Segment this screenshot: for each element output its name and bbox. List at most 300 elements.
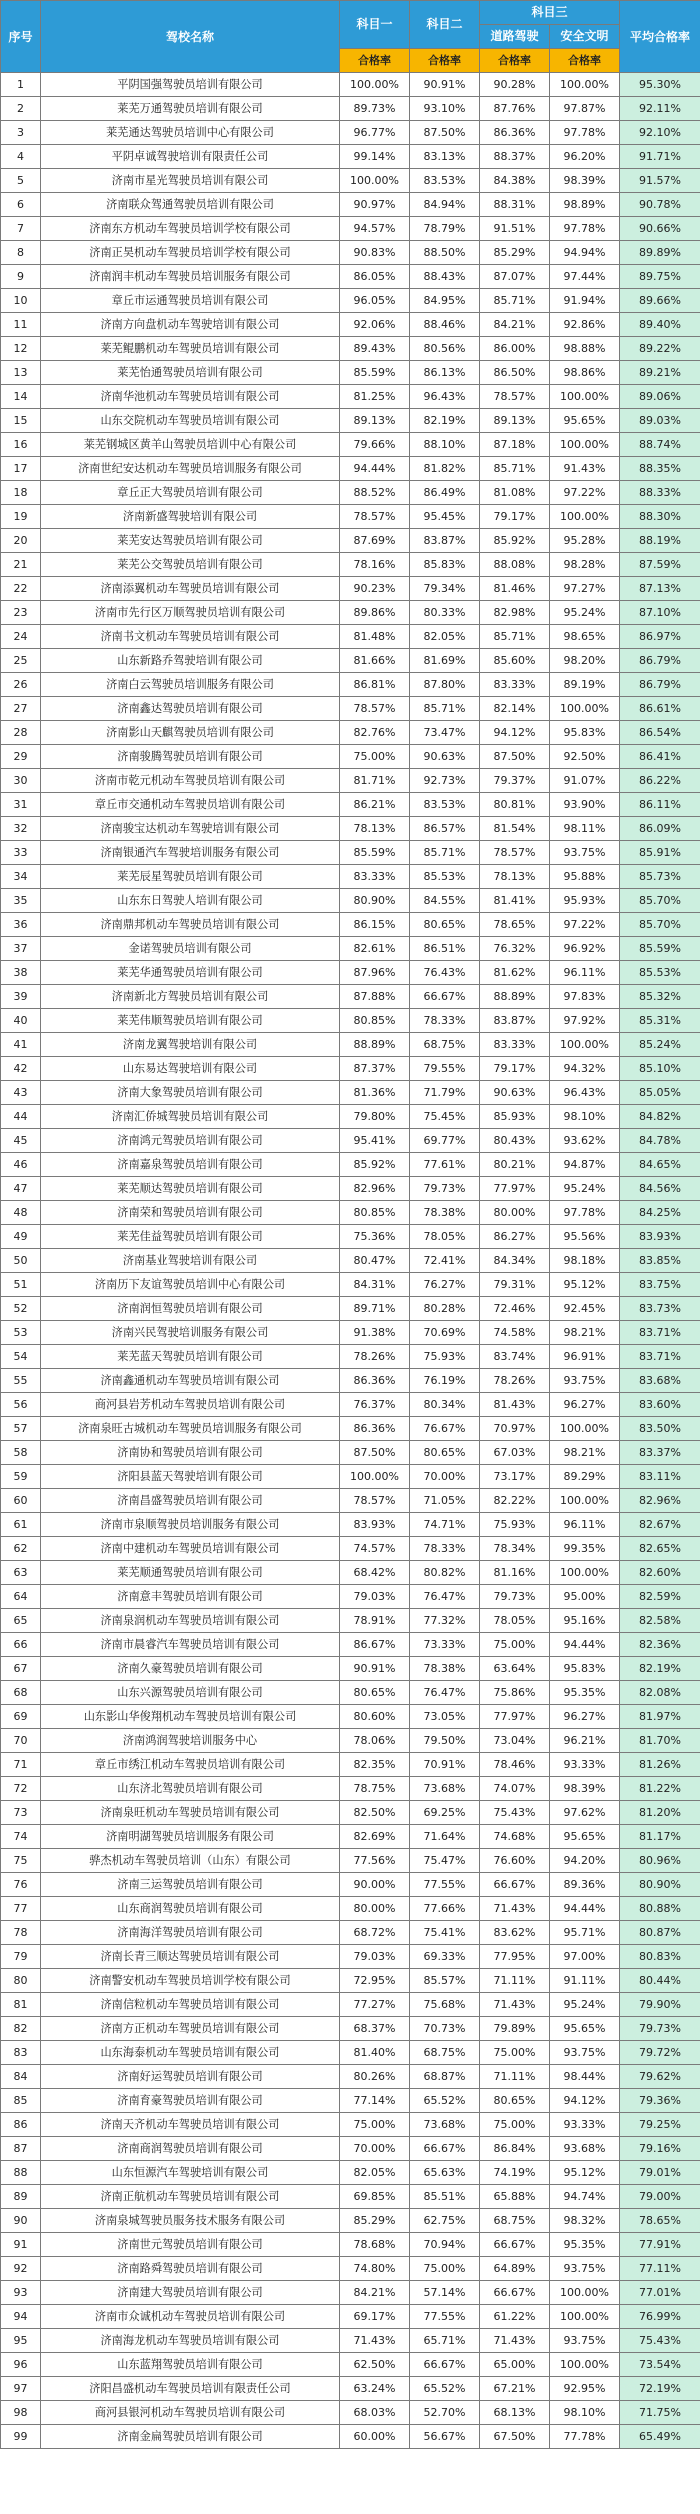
cell-safety: 94.87% <box>550 1153 620 1177</box>
cell-safety: 100.00% <box>550 697 620 721</box>
table-row <box>1 73 700 97</box>
cell-index: 37 <box>1 937 41 961</box>
cell-subject2: 90.63% <box>410 745 480 769</box>
table-row <box>1 1441 700 1465</box>
cell-subject1: 80.90% <box>340 889 410 913</box>
cell-subject2: 75.47% <box>410 1849 480 1873</box>
cell-index: 10 <box>1 289 41 313</box>
cell-subject1: 77.27% <box>340 1993 410 2017</box>
cell-safety: 100.00% <box>550 505 620 529</box>
cell-subject2: 76.27% <box>410 1273 480 1297</box>
cell-road-driving: 75.93% <box>480 1513 550 1537</box>
table-row <box>1 1345 700 1369</box>
cell-road-driving: 81.43% <box>480 1393 550 1417</box>
cell-subject1: 86.05% <box>340 265 410 289</box>
table-row <box>1 1297 700 1321</box>
cell-average: 87.59% <box>620 553 700 577</box>
cell-index: 58 <box>1 1441 41 1465</box>
cell-school-name: 山东新路乔驾驶培训有限公司 <box>41 649 340 673</box>
table-row <box>1 1225 700 1249</box>
table-body <box>1 73 700 2449</box>
cell-school-name: 莱芜辰星驾驶员培训有限公司 <box>41 865 340 889</box>
table-row <box>1 289 700 313</box>
cell-average: 73.54% <box>620 2353 700 2377</box>
cell-road-driving: 81.46% <box>480 577 550 601</box>
cell-subject1: 78.68% <box>340 2233 410 2257</box>
cell-road-driving: 86.36% <box>480 121 550 145</box>
cell-subject1: 85.59% <box>340 841 410 865</box>
cell-road-driving: 76.32% <box>480 937 550 961</box>
cell-average: 88.33% <box>620 481 700 505</box>
cell-subject1: 60.00% <box>340 2425 410 2449</box>
cell-road-driving: 75.00% <box>480 2041 550 2065</box>
cell-school-name: 山东恒源汽车驾驶培训有限公司 <box>41 2161 340 2185</box>
table-row <box>1 505 700 529</box>
cell-subject2: 79.50% <box>410 1729 480 1753</box>
cell-school-name: 济南骏腾驾驶员培训有限公司 <box>41 745 340 769</box>
cell-safety: 93.62% <box>550 1129 620 1153</box>
cell-average: 82.19% <box>620 1657 700 1681</box>
cell-average: 80.83% <box>620 1945 700 1969</box>
cell-subject1: 83.33% <box>340 865 410 889</box>
table-header <box>1 1 700 73</box>
cell-subject2: 73.68% <box>410 2113 480 2137</box>
cell-average: 85.70% <box>620 913 700 937</box>
cell-subject1: 85.59% <box>340 361 410 385</box>
cell-subject1: 80.85% <box>340 1201 410 1225</box>
cell-subject1: 81.66% <box>340 649 410 673</box>
table-row <box>1 2041 700 2065</box>
cell-subject2: 88.10% <box>410 433 480 457</box>
cell-index: 14 <box>1 385 41 409</box>
cell-subject1: 81.71% <box>340 769 410 793</box>
table-row <box>1 145 700 169</box>
cell-index: 13 <box>1 361 41 385</box>
cell-school-name: 济南建大驾驶员培训有限公司 <box>41 2281 340 2305</box>
cell-safety: 100.00% <box>550 1033 620 1057</box>
cell-school-name: 莱芜鲲鹏机动车驾驶员培训有限公司 <box>41 337 340 361</box>
cell-safety: 93.75% <box>550 841 620 865</box>
cell-safety: 97.22% <box>550 481 620 505</box>
table-row <box>1 1417 700 1441</box>
cell-index: 92 <box>1 2257 41 2281</box>
cell-school-name: 山东易达驾驶培训有限公司 <box>41 1057 340 1081</box>
cell-school-name: 济南路舜驾驶员培训有限公司 <box>41 2257 340 2281</box>
cell-road-driving: 87.18% <box>480 433 550 457</box>
cell-index: 5 <box>1 169 41 193</box>
cell-school-name: 济南鑫达驾驶员培训有限公司 <box>41 697 340 721</box>
cell-safety: 98.28% <box>550 553 620 577</box>
cell-index: 22 <box>1 577 41 601</box>
cell-subject1: 78.13% <box>340 817 410 841</box>
cell-index: 85 <box>1 2089 41 2113</box>
cell-road-driving: 85.92% <box>480 529 550 553</box>
cell-average: 89.40% <box>620 313 700 337</box>
cell-index: 18 <box>1 481 41 505</box>
cell-road-driving: 66.67% <box>480 2233 550 2257</box>
cell-index: 86 <box>1 2113 41 2137</box>
cell-safety: 91.43% <box>550 457 620 481</box>
cell-road-driving: 75.86% <box>480 1681 550 1705</box>
cell-index: 3 <box>1 121 41 145</box>
cell-index: 45 <box>1 1129 41 1153</box>
cell-average: 83.37% <box>620 1441 700 1465</box>
cell-road-driving: 94.12% <box>480 721 550 745</box>
cell-subject2: 76.47% <box>410 1585 480 1609</box>
table-row <box>1 97 700 121</box>
cell-average: 86.79% <box>620 673 700 697</box>
cell-subject1: 96.05% <box>340 289 410 313</box>
cell-index: 57 <box>1 1417 41 1441</box>
cell-subject1: 79.03% <box>340 1585 410 1609</box>
cell-safety: 98.86% <box>550 361 620 385</box>
cell-road-driving: 81.62% <box>480 961 550 985</box>
cell-subject1: 78.06% <box>340 1729 410 1753</box>
cell-average: 84.78% <box>620 1129 700 1153</box>
table-row <box>1 793 700 817</box>
table-row <box>1 1489 700 1513</box>
cell-road-driving: 71.43% <box>480 2329 550 2353</box>
cell-school-name: 济南联众驾通驾驶员培训有限公司 <box>41 193 340 217</box>
cell-average: 72.19% <box>620 2377 700 2401</box>
cell-safety: 98.21% <box>550 1321 620 1345</box>
table-row <box>1 2281 700 2305</box>
cell-subject1: 86.36% <box>340 1369 410 1393</box>
table-row <box>1 481 700 505</box>
header-subject1: 科目一 <box>340 1 410 49</box>
cell-safety: 95.35% <box>550 2233 620 2257</box>
cell-subject1: 91.38% <box>340 1321 410 1345</box>
cell-road-driving: 73.17% <box>480 1465 550 1489</box>
cell-index: 71 <box>1 1753 41 1777</box>
cell-safety: 95.88% <box>550 865 620 889</box>
cell-index: 89 <box>1 2185 41 2209</box>
cell-subject2: 80.65% <box>410 913 480 937</box>
cell-subject2: 69.25% <box>410 1801 480 1825</box>
cell-subject2: 84.95% <box>410 289 480 313</box>
cell-subject2: 88.50% <box>410 241 480 265</box>
cell-road-driving: 80.81% <box>480 793 550 817</box>
table-row <box>1 841 700 865</box>
table-row <box>1 817 700 841</box>
cell-road-driving: 73.04% <box>480 1729 550 1753</box>
cell-safety: 95.65% <box>550 1825 620 1849</box>
cell-school-name: 济南泉润机动车驾驶员培训有限公司 <box>41 1609 340 1633</box>
table-row <box>1 1897 700 1921</box>
cell-subject2: 71.64% <box>410 1825 480 1849</box>
cell-subject1: 82.76% <box>340 721 410 745</box>
table-row <box>1 865 700 889</box>
cell-average: 82.59% <box>620 1585 700 1609</box>
cell-safety: 92.95% <box>550 2377 620 2401</box>
cell-road-driving: 78.57% <box>480 385 550 409</box>
cell-subject2: 65.63% <box>410 2161 480 2185</box>
cell-safety: 95.65% <box>550 2017 620 2041</box>
cell-school-name: 济南市众诚机动车驾驶员培训有限公司 <box>41 2305 340 2329</box>
table-row <box>1 1369 700 1393</box>
cell-safety: 93.33% <box>550 1753 620 1777</box>
table-row <box>1 1921 700 1945</box>
cell-average: 86.09% <box>620 817 700 841</box>
cell-road-driving: 86.27% <box>480 1225 550 1249</box>
cell-school-name: 济南正航机动车驾驶员培训有限公司 <box>41 2185 340 2209</box>
cell-index: 44 <box>1 1105 41 1129</box>
cell-school-name: 济南好运驾驶员培训有限公司 <box>41 2065 340 2089</box>
cell-subject2: 92.73% <box>410 769 480 793</box>
cell-safety: 93.75% <box>550 2257 620 2281</box>
cell-subject1: 79.03% <box>340 1945 410 1969</box>
cell-safety: 98.39% <box>550 169 620 193</box>
cell-road-driving: 65.88% <box>480 2185 550 2209</box>
cell-index: 61 <box>1 1513 41 1537</box>
cell-school-name: 济南中建机动车驾驶员培训有限公司 <box>41 1537 340 1561</box>
cell-road-driving: 74.07% <box>480 1777 550 1801</box>
cell-school-name: 山东济北驾驶员培训有限公司 <box>41 1777 340 1801</box>
cell-subject2: 75.68% <box>410 1993 480 2017</box>
cell-school-name: 骅杰机动车驾驶员培训（山东）有限公司 <box>41 1849 340 1873</box>
cell-index: 78 <box>1 1921 41 1945</box>
cell-subject2: 65.71% <box>410 2329 480 2353</box>
cell-index: 29 <box>1 745 41 769</box>
cell-average: 85.10% <box>620 1057 700 1081</box>
cell-safety: 96.11% <box>550 1513 620 1537</box>
cell-subject2: 78.33% <box>410 1537 480 1561</box>
cell-safety: 95.16% <box>550 1609 620 1633</box>
table-row <box>1 1777 700 1801</box>
cell-index: 41 <box>1 1033 41 1057</box>
table-row <box>1 529 700 553</box>
cell-index: 93 <box>1 2281 41 2305</box>
cell-road-driving: 76.60% <box>480 1849 550 1873</box>
cell-index: 42 <box>1 1057 41 1081</box>
cell-index: 1 <box>1 73 41 97</box>
cell-road-driving: 75.00% <box>480 2113 550 2137</box>
cell-subject2: 80.28% <box>410 1297 480 1321</box>
cell-subject2: 86.51% <box>410 937 480 961</box>
cell-safety: 77.78% <box>550 2425 620 2449</box>
table-row <box>1 1561 700 1585</box>
cell-road-driving: 79.17% <box>480 505 550 529</box>
cell-road-driving: 74.68% <box>480 1825 550 1849</box>
cell-subject2: 82.19% <box>410 409 480 433</box>
cell-subject2: 76.67% <box>410 1417 480 1441</box>
cell-safety: 96.21% <box>550 1729 620 1753</box>
cell-average: 83.93% <box>620 1225 700 1249</box>
cell-road-driving: 80.43% <box>480 1129 550 1153</box>
cell-average: 78.65% <box>620 2209 700 2233</box>
cell-safety: 97.92% <box>550 1009 620 1033</box>
cell-safety: 98.89% <box>550 193 620 217</box>
cell-school-name: 济南新盛驾驶培训有限公司 <box>41 505 340 529</box>
cell-road-driving: 71.43% <box>480 1993 550 2017</box>
table-row <box>1 2377 700 2401</box>
cell-index: 66 <box>1 1633 41 1657</box>
table-row <box>1 1585 700 1609</box>
cell-road-driving: 64.89% <box>480 2257 550 2281</box>
cell-average: 92.10% <box>620 121 700 145</box>
cell-safety: 95.12% <box>550 1273 620 1297</box>
table-row <box>1 1465 700 1489</box>
cell-index: 9 <box>1 265 41 289</box>
cell-average: 83.60% <box>620 1393 700 1417</box>
cell-road-driving: 82.22% <box>480 1489 550 1513</box>
cell-road-driving: 91.51% <box>480 217 550 241</box>
cell-safety: 93.68% <box>550 2137 620 2161</box>
table-row <box>1 1177 700 1201</box>
cell-subject1: 86.81% <box>340 673 410 697</box>
cell-safety: 96.11% <box>550 961 620 985</box>
cell-subject1: 90.00% <box>340 1873 410 1897</box>
cell-index: 96 <box>1 2353 41 2377</box>
cell-safety: 96.43% <box>550 1081 620 1105</box>
cell-index: 52 <box>1 1297 41 1321</box>
cell-index: 48 <box>1 1201 41 1225</box>
cell-average: 75.43% <box>620 2329 700 2353</box>
cell-road-driving: 87.50% <box>480 745 550 769</box>
cell-subject2: 78.05% <box>410 1225 480 1249</box>
cell-road-driving: 78.05% <box>480 1609 550 1633</box>
cell-subject1: 74.57% <box>340 1537 410 1561</box>
table-row <box>1 2425 700 2449</box>
cell-subject2: 57.14% <box>410 2281 480 2305</box>
cell-school-name: 莱芜通达驾驶员培训中心有限公司 <box>41 121 340 145</box>
cell-subject2: 66.67% <box>410 2137 480 2161</box>
cell-safety: 100.00% <box>550 73 620 97</box>
table-row <box>1 169 700 193</box>
cell-safety: 95.24% <box>550 1177 620 1201</box>
cell-subject2: 68.75% <box>410 1033 480 1057</box>
cell-road-driving: 83.33% <box>480 673 550 697</box>
table-row <box>1 577 700 601</box>
cell-average: 95.30% <box>620 73 700 97</box>
cell-school-name: 济南市星光驾驶员培训有限公司 <box>41 169 340 193</box>
cell-subject2: 78.79% <box>410 217 480 241</box>
cell-school-name: 莱芜钢城区黄羊山驾驶员培训中心有限公司 <box>41 433 340 457</box>
cell-index: 62 <box>1 1537 41 1561</box>
cell-school-name: 济南书文机动车驾驶员培训有限公司 <box>41 625 340 649</box>
cell-index: 43 <box>1 1081 41 1105</box>
table-row <box>1 697 700 721</box>
cell-road-driving: 81.08% <box>480 481 550 505</box>
cell-subject2: 74.71% <box>410 1513 480 1537</box>
cell-safety: 91.07% <box>550 769 620 793</box>
cell-subject1: 63.24% <box>340 2377 410 2401</box>
cell-school-name: 济南泉旺机动车驾驶员培训有限公司 <box>41 1801 340 1825</box>
cell-school-name: 济南华池机动车驾驶员培训有限公司 <box>41 385 340 409</box>
cell-index: 79 <box>1 1945 41 1969</box>
cell-road-driving: 86.50% <box>480 361 550 385</box>
cell-index: 21 <box>1 553 41 577</box>
cell-subject1: 85.29% <box>340 2209 410 2233</box>
cell-index: 97 <box>1 2377 41 2401</box>
cell-road-driving: 81.16% <box>480 1561 550 1585</box>
cell-subject1: 79.66% <box>340 433 410 457</box>
cell-index: 64 <box>1 1585 41 1609</box>
table-row <box>1 1201 700 1225</box>
cell-average: 85.53% <box>620 961 700 985</box>
cell-safety: 100.00% <box>550 2353 620 2377</box>
cell-school-name: 莱芜佳益驾驶员培训有限公司 <box>41 1225 340 1249</box>
cell-average: 79.90% <box>620 1993 700 2017</box>
cell-subject2: 52.70% <box>410 2401 480 2425</box>
cell-subject2: 70.73% <box>410 2017 480 2041</box>
table-row <box>1 1633 700 1657</box>
cell-index: 24 <box>1 625 41 649</box>
cell-school-name: 济南鸿润驾驶培训服务中心 <box>41 1729 340 1753</box>
cell-average: 90.66% <box>620 217 700 241</box>
cell-safety: 98.18% <box>550 1249 620 1273</box>
cell-safety: 97.78% <box>550 217 620 241</box>
table-row <box>1 1393 700 1417</box>
cell-subject2: 76.43% <box>410 961 480 985</box>
cell-average: 89.21% <box>620 361 700 385</box>
cell-subject1: 95.41% <box>340 1129 410 1153</box>
cell-safety: 98.11% <box>550 817 620 841</box>
cell-average: 79.62% <box>620 2065 700 2089</box>
cell-subject1: 94.57% <box>340 217 410 241</box>
cell-subject1: 68.72% <box>340 1921 410 1945</box>
table-row <box>1 601 700 625</box>
cell-school-name: 济南大象驾驶员培训有限公司 <box>41 1081 340 1105</box>
cell-school-name: 济南润恒驾驶员培训有限公司 <box>41 1297 340 1321</box>
table-row <box>1 1945 700 1969</box>
cell-safety: 98.20% <box>550 649 620 673</box>
cell-subject2: 85.51% <box>410 2185 480 2209</box>
cell-index: 76 <box>1 1873 41 1897</box>
table-row <box>1 2113 700 2137</box>
cell-subject2: 85.71% <box>410 697 480 721</box>
cell-subject2: 78.38% <box>410 1657 480 1681</box>
subheader-pass-rate-s1: 合格率 <box>340 49 410 73</box>
cell-school-name: 济南添翼机动车驾驶员培训有限公司 <box>41 577 340 601</box>
cell-subject2: 85.83% <box>410 553 480 577</box>
subheader-pass-rate-safe: 合格率 <box>550 49 620 73</box>
cell-subject1: 92.06% <box>340 313 410 337</box>
cell-index: 27 <box>1 697 41 721</box>
cell-subject2: 85.71% <box>410 841 480 865</box>
header-road-driving: 道路驾驶 <box>480 25 550 49</box>
cell-road-driving: 70.97% <box>480 1417 550 1441</box>
cell-index: 98 <box>1 2401 41 2425</box>
table-row <box>1 409 700 433</box>
cell-subject1: 83.93% <box>340 1513 410 1537</box>
cell-road-driving: 71.11% <box>480 2065 550 2089</box>
cell-safety: 94.32% <box>550 1057 620 1081</box>
cell-road-driving: 90.28% <box>480 73 550 97</box>
cell-road-driving: 75.00% <box>480 1633 550 1657</box>
cell-safety: 97.83% <box>550 985 620 1009</box>
cell-index: 59 <box>1 1465 41 1489</box>
cell-safety: 93.75% <box>550 1369 620 1393</box>
cell-average: 85.91% <box>620 841 700 865</box>
cell-safety: 98.65% <box>550 625 620 649</box>
cell-safety: 97.78% <box>550 121 620 145</box>
cell-subject2: 77.66% <box>410 1897 480 1921</box>
cell-average: 71.75% <box>620 2401 700 2425</box>
cell-index: 99 <box>1 2425 41 2449</box>
cell-subject1: 81.48% <box>340 625 410 649</box>
cell-index: 25 <box>1 649 41 673</box>
table-row <box>1 553 700 577</box>
cell-subject1: 80.26% <box>340 2065 410 2089</box>
cell-road-driving: 71.11% <box>480 1969 550 1993</box>
cell-safety: 93.75% <box>550 2329 620 2353</box>
cell-school-name: 章丘市运通驾驶员培训有限公司 <box>41 289 340 313</box>
cell-school-name: 济南新北方驾驶员培训有限公司 <box>41 985 340 1009</box>
table-row <box>1 2401 700 2425</box>
cell-school-name: 济南意丰驾驶员培训有限公司 <box>41 1585 340 1609</box>
cell-average: 83.11% <box>620 1465 700 1489</box>
